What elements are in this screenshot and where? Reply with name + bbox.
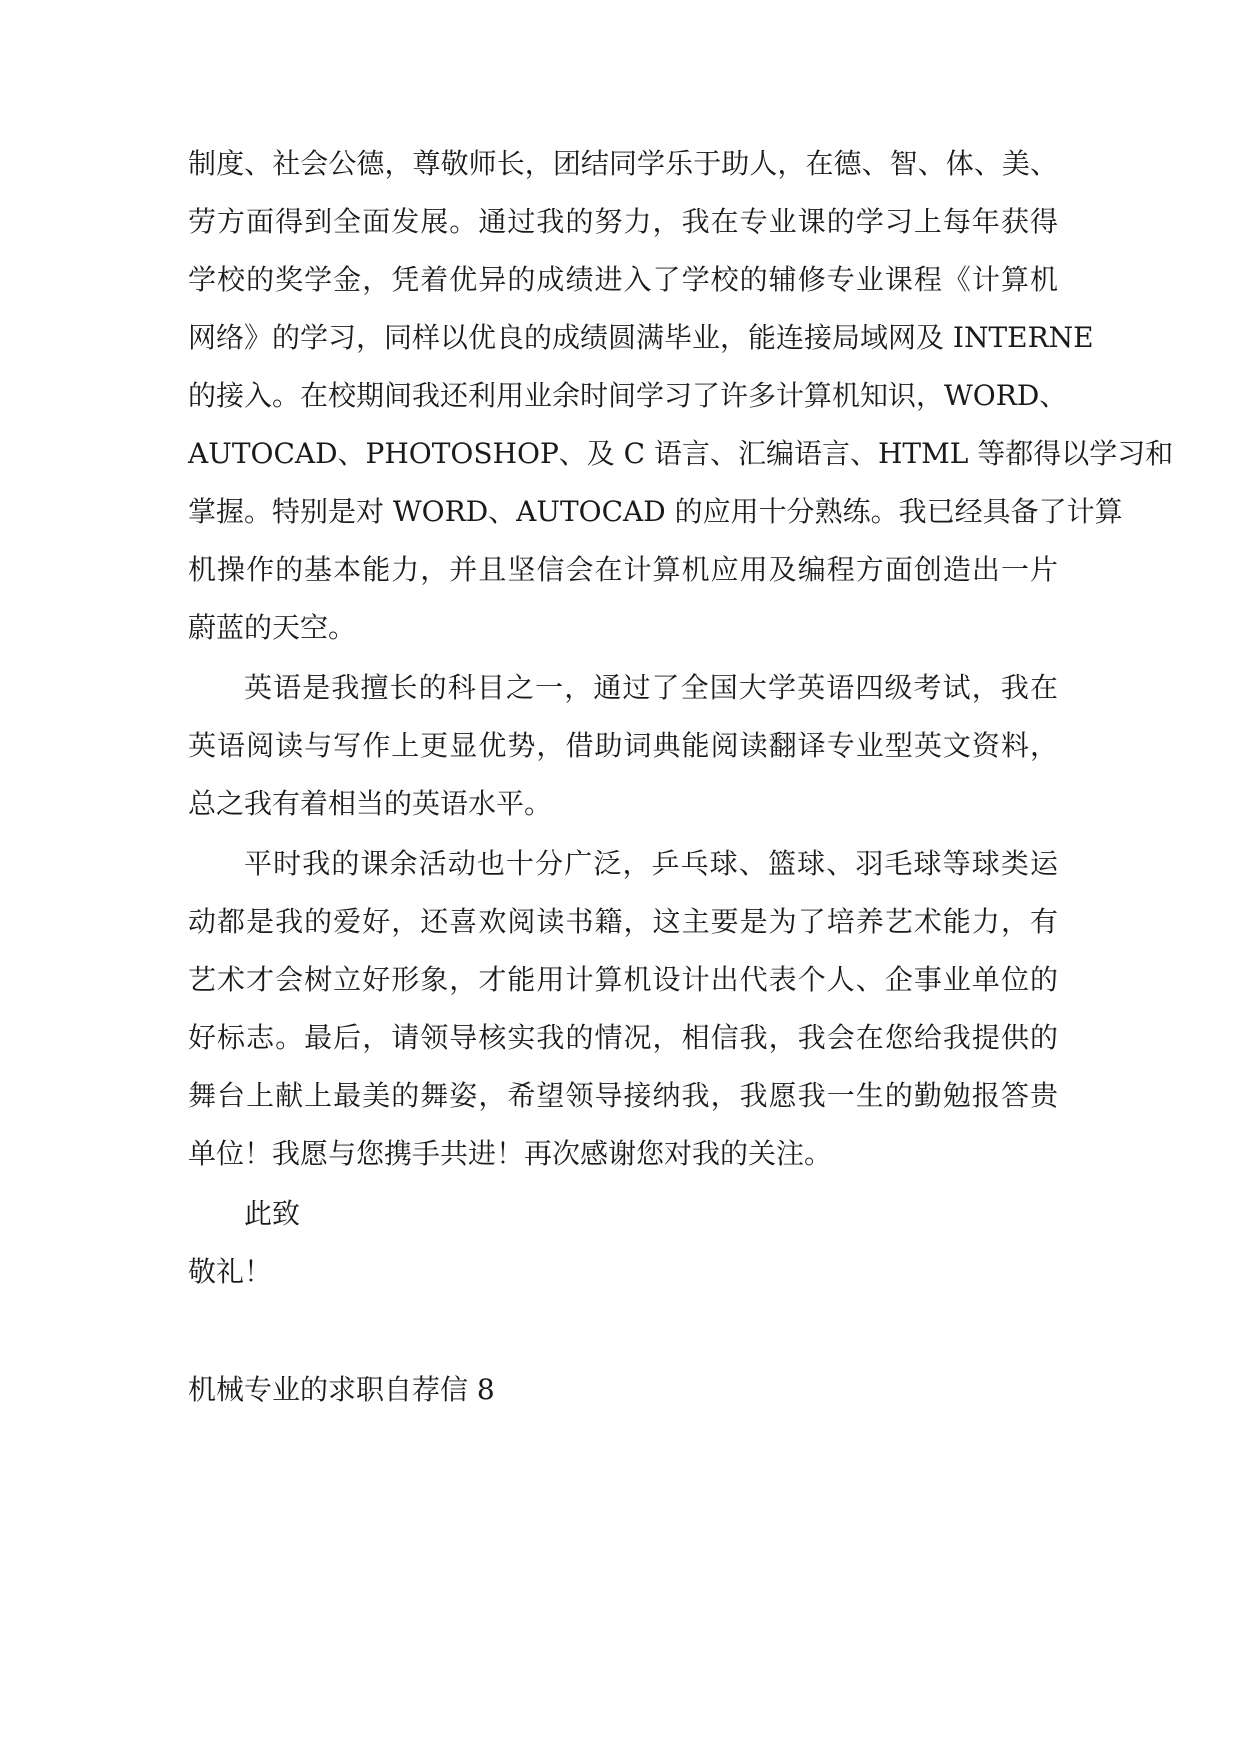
paragraph-2-line-2: 英语阅读与写作上更显优势，借助词典能阅读翻译专业型英文资料， [188,729,1058,762]
paragraph-2-line-3: 总之我有着相当的英语水平。 [188,787,553,820]
paragraph-1-line-5: 的接入。在校期间我还利用业余时间学习了许多计算机知识，WORD、 [188,379,1068,412]
paragraph-1-line-1: 制度、社会公德，尊敬师长，团结同学乐于助人，在德、智、体、美、 [188,147,1058,180]
paragraph-1-line-4: 网络》的学习，同样以优良的成绩圆满毕业，能连接局域网及 INTERNE [188,321,1094,354]
paragraph-1-line-2: 劳方面得到全面发展。通过我的努力，我在专业课的学习上每年获得 [188,205,1058,238]
paragraph-3-line-3: 艺术才会树立好形象，才能用计算机设计出代表个人、企事业单位的 [188,963,1058,996]
paragraph-3-line-4: 好标志。最后，请领导核实我的情况，相信我，我会在您给我提供的 [188,1021,1058,1054]
paragraph-3-line-5: 舞台上献上最美的舞姿，希望领导接纳我，我愿我一生的勤勉报答贵 [188,1079,1058,1112]
salutation-text: 敬礼！ [188,1255,273,1288]
paragraph-3-line-2: 动都是我的爱好，还喜欢阅读书籍，这主要是为了培养艺术能力，有 [188,905,1058,938]
paragraph-1-line-7: 掌握。特别是对 WORD、AUTOCAD 的应用十分熟练。我已经具备了计算 [188,495,1123,528]
paragraph-1-line-3: 学校的奖学金，凭着优异的成绩进入了学校的辅修专业课程《计算机 [188,263,1058,296]
next-letter-heading: 机械专业的求职自荐信 8 [188,1373,495,1406]
paragraph-1-line-6: AUTOCAD、PHOTOSHOP、及 C 语言、汇编语言、HTML 等都得以学习和 [188,437,1174,470]
paragraph-3-line-1: 平时我的课余活动也十分广泛，乒乓球、篮球、羽毛球等球类运 [244,847,1058,880]
paragraph-1-line-9: 蔚蓝的天空。 [188,611,357,644]
closing-text: 此致 [244,1197,301,1230]
paragraph-3-line-6: 单位！我愿与您携手共进！再次感谢您对我的关注。 [188,1137,833,1170]
paragraph-2-line-1: 英语是我擅长的科目之一，通过了全国大学英语四级考试，我在 [244,671,1058,704]
paragraph-1-line-8: 机操作的基本能力，并且坚信会在计算机应用及编程方面创造出一片 [188,553,1058,586]
